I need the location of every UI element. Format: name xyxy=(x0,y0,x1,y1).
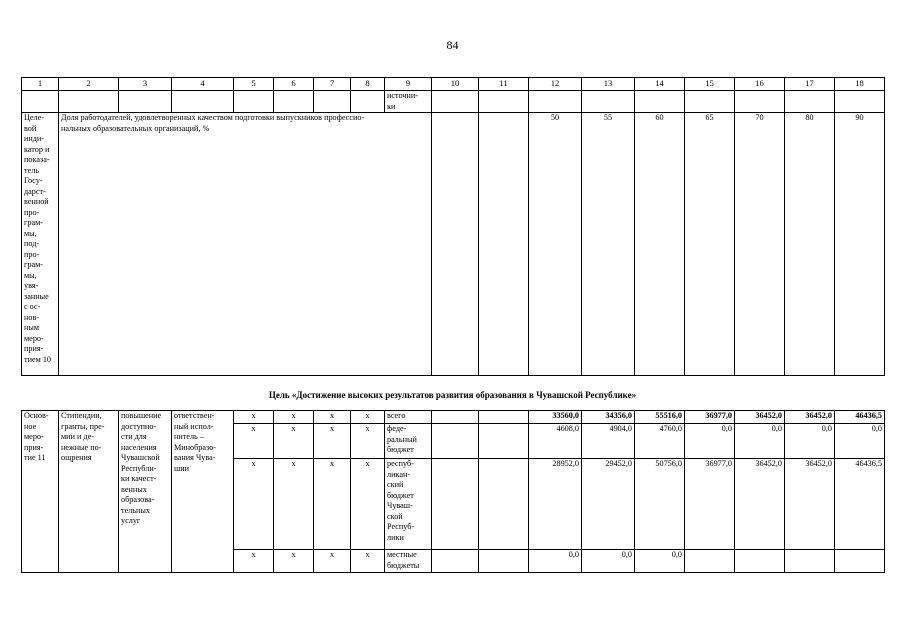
funding-value: 4760,0 xyxy=(635,424,685,459)
column-header: 18 xyxy=(835,78,885,91)
funding-source: феде- ральный бюджет xyxy=(385,424,432,459)
code-cell: x xyxy=(234,424,274,459)
funding-value: 36977,0 xyxy=(685,459,735,550)
column-header: 2 xyxy=(59,78,119,91)
funding-value: 55516,0 xyxy=(635,411,685,424)
indicator-value: 65 xyxy=(685,113,735,376)
code-cell: x xyxy=(314,550,351,573)
empty-cell xyxy=(432,550,479,573)
column-header: 11 xyxy=(479,78,529,91)
empty-cell xyxy=(432,424,479,459)
column-header: 17 xyxy=(785,78,835,91)
funding-value: 0,0 xyxy=(685,424,735,459)
code-cell: x xyxy=(274,550,314,573)
funding-value: 36452,0 xyxy=(785,411,835,424)
code-cell: x xyxy=(314,411,351,424)
indicator-table xyxy=(21,77,885,376)
empty-cell xyxy=(432,459,479,550)
column-header: 10 xyxy=(432,78,479,91)
column-header: 1 xyxy=(22,78,59,91)
indicator-text: Доля работодателей, удовлетворенных качеством подготовки выпускников профессио- нальных образовательных организаций, % xyxy=(59,113,432,376)
funding-value: 0,0 xyxy=(635,550,685,573)
funding-source: местные бюджеты xyxy=(385,550,432,573)
empty-cell xyxy=(479,411,529,424)
indicator-label: Целе- вой инди- катор и показа- тель Госу- дарст- венной про- грам- мы, под- про- грам- мы, увя- занные с ос- нов- ным меро- прия- тием 10 xyxy=(22,113,59,376)
code-cell: x xyxy=(274,459,314,550)
code-cell: x xyxy=(274,424,314,459)
column-header: 5 xyxy=(234,78,274,91)
code-cell: x xyxy=(314,424,351,459)
column-header: 3 xyxy=(119,78,172,91)
funding-source: всего xyxy=(385,411,432,424)
funding-value xyxy=(835,550,885,573)
indicator-value: 80 xyxy=(785,113,835,376)
indicator-value: 60 xyxy=(635,113,685,376)
column-header: 7 xyxy=(314,78,351,91)
code-cell: x xyxy=(351,424,385,459)
column-header: 16 xyxy=(735,78,785,91)
code-cell: x xyxy=(234,459,274,550)
indicator-row xyxy=(22,113,885,376)
measure-table xyxy=(21,410,885,573)
code-cell: x xyxy=(274,411,314,424)
column-header: 15 xyxy=(685,78,735,91)
funding-value: 33560,0 xyxy=(529,411,582,424)
empty-cell xyxy=(479,550,529,573)
funding-value: 34356,0 xyxy=(582,411,635,424)
sources-header-cell: источни- ки xyxy=(385,91,432,113)
funding-value: 0,0 xyxy=(582,550,635,573)
funding-value: 36452,0 xyxy=(785,459,835,550)
column-header: 8 xyxy=(351,78,385,91)
funding-source: респуб- ликан- ский бюджет Чуваш- ской Респуб- лики xyxy=(385,459,432,550)
column-header: 9 xyxy=(385,78,432,91)
measure-executor: ответствен- ный испол- нитель – Минобразо- вания Чува- шии xyxy=(172,411,234,573)
empty-cell xyxy=(479,424,529,459)
empty-cell xyxy=(479,459,529,550)
code-cell: x xyxy=(314,459,351,550)
sources-header-row xyxy=(22,91,885,113)
indicator-value: 55 xyxy=(582,113,635,376)
funding-value: 46436,5 xyxy=(835,459,885,550)
code-cell: x xyxy=(351,459,385,550)
funding-value: 4904,0 xyxy=(582,424,635,459)
funding-value: 0,0 xyxy=(835,424,885,459)
indicator-value: 70 xyxy=(735,113,785,376)
indicator-value: 90 xyxy=(835,113,885,376)
funding-value: 36977,0 xyxy=(685,411,735,424)
funding-value: 29452,0 xyxy=(582,459,635,550)
column-header: 4 xyxy=(172,78,234,91)
measure-name: Основ- ное меро- прия- тие 11 xyxy=(22,411,59,573)
code-cell: x xyxy=(234,411,274,424)
funding-value: 46436,5 xyxy=(835,411,885,424)
funding-value: 36452,0 xyxy=(735,411,785,424)
code-cell: x xyxy=(351,411,385,424)
funding-value: 0,0 xyxy=(785,424,835,459)
funding-value xyxy=(685,550,735,573)
code-cell: x xyxy=(351,550,385,573)
page-number: 84 xyxy=(446,38,459,52)
column-header: 14 xyxy=(635,78,685,91)
funding-value: 28952,0 xyxy=(529,459,582,550)
funding-value xyxy=(735,550,785,573)
column-header: 12 xyxy=(529,78,582,91)
measure-goal: повышение доступно- сти для населения Чувашской Республи- ки качест- венных образова- тельных услуг xyxy=(119,411,172,573)
funding-value: 0,0 xyxy=(529,550,582,573)
empty-cell xyxy=(432,411,479,424)
funding-value: 4608,0 xyxy=(529,424,582,459)
funding-value: 0,0 xyxy=(735,424,785,459)
code-cell: x xyxy=(234,550,274,573)
indicator-value: 50 xyxy=(529,113,582,376)
funding-value xyxy=(785,550,835,573)
column-header: 13 xyxy=(582,78,635,91)
column-header: 6 xyxy=(274,78,314,91)
funding-value: 36452,0 xyxy=(735,459,785,550)
funding-value: 50756,0 xyxy=(635,459,685,550)
funding-row xyxy=(22,411,885,424)
goal-title: Цель «Достижение высоких результатов развития образования в Чувашской Республике» xyxy=(268,390,637,400)
column-header-row xyxy=(22,78,885,91)
measure-title: Стипендии, гранты, пре- мии и де- нежные по- ощрения xyxy=(59,411,119,573)
